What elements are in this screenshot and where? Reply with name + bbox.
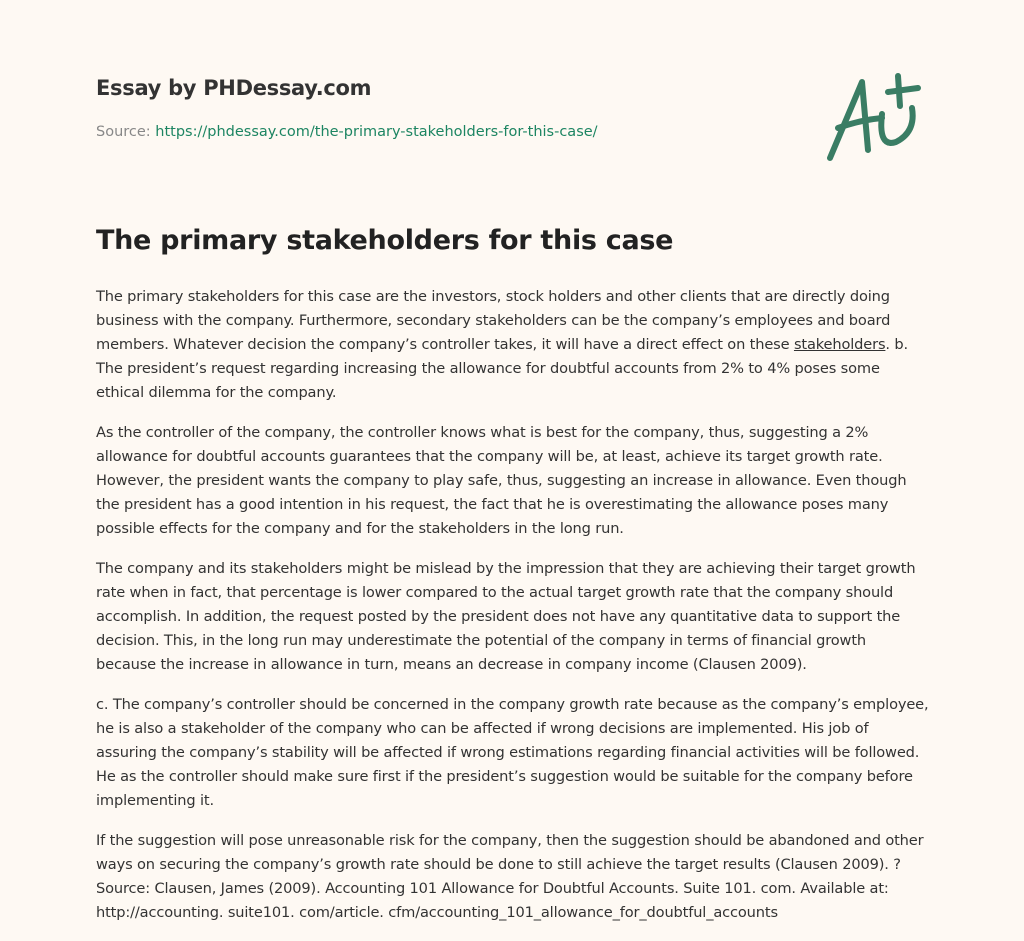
- page-title: The primary stakeholders for this case: [96, 225, 674, 256]
- paragraph: The company and its stakeholders might be mislead by the impression that they are achieving their target growth rate when in fact, that percentage is lower compared to the actual target growth rate that the company should accomplish. In addition, the request posted by the president does not have any quantitative data to support the decision. This, in the long run may underestimate the potential of the company in terms of financial growth because the increase in allowance in turn, means an decrease in company income (Clausen 2009).: [96, 560, 916, 673]
- source-link[interactable]: https://phdessay.com/the-primary-stakeholders-for-this-case/: [155, 124, 598, 140]
- paragraph: c. The company’s controller should be concerned in the company growth rate because as the company’s employee, he is also a stakeholder of the company who can be affected if wrong decisions are implemented. His job of assuring the company’s stability will be affected if wrong estimations regarding financial activities will be followed. He as the controller should make sure first if the president’s suggestion would be suitable for the company before implementing it.: [96, 696, 929, 809]
- paragraph-text: . b. The president’s request regarding increasing the allowance for doubtful accounts from 2% to 4% poses some ethical dilemma for the company.: [96, 336, 909, 401]
- paragraph-text: The primary stakeholders for this case are the investors, stock holders and other clients that are directly doing business with the company. Furthermore, secondary stakeholders can be the company’s employees and board members. Whatever decision the company’s controller takes, it will have a direct effect on these: [96, 288, 891, 353]
- source-label: Source:: [96, 124, 151, 140]
- essay-body: [96, 285, 930, 941]
- brand-title: Essay by PHDessay.com: [96, 76, 372, 100]
- paragraph: [96, 285, 930, 405]
- source-line: [96, 124, 598, 140]
- paragraph: If the suggestion will pose unreasonable risk for the company, then the suggestion should be abandoned and other ways on securing the company’s growth rate should be done to still achieve the target results (Clausen 2009). ? Source: Clausen, James (2009). Accounting 101 Allowance for Doubtful Accounts. Suite 101. com. Available at: http://accounting. suite101. com/article. cfm/accounting_101_allowance_for_doubtful_accounts: [96, 832, 924, 921]
- paragraph: As the controller of the company, the controller knows what is best for the company, thus, suggesting a 2% allowance for doubtful accounts guarantees that the company will be, at least, achieve its target growth rate. However, the president wants the company to play safe, thus, suggesting an increase in allowance. Even though the president has a good intention in his request, the fact that he is overestimating the allowance poses many possible effects for the company and for the stakeholders in the long run.: [96, 424, 907, 537]
- stakeholders-link[interactable]: stakeholders: [793, 336, 886, 353]
- a-plus-logo-icon: [820, 70, 930, 170]
